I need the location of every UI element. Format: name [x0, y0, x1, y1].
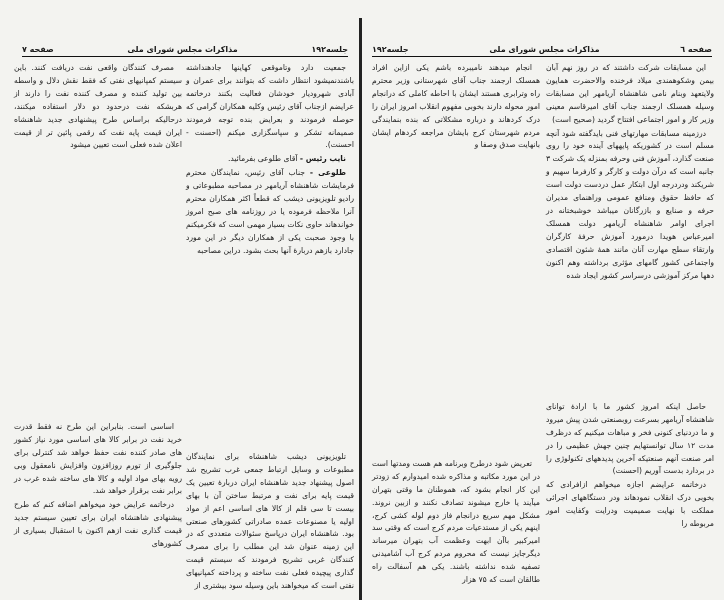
column-top — [14, 62, 182, 153]
paragraph: این مسابقات شرکت داشتند که در روز نهم آبان بیمن وشکوهمندی میلاد فرخنده والاحضرت همایون ولایتعهد وبنام نامی شاهنشاه آریامهر این مسابقات وسیله همسلک ارجمند جناب آقای امیرقاسم معینی وزیر کار و امور اجتماعی افتتاح گردید (صحیح است) — [546, 63, 714, 124]
paragraph: مصرف کنندگان واقعی نفت دریافت کنند. باین سیستم کمپانیهای نفتی که فقط نقش دلال و واسطه بین تولید کننده و مصرف کننده نفت را دارند از هربشکه نفت درحدود دو دلار استفاده میکنند، درحالیکه براساس طرح پیشنهادی جدید شاهنشاه ایران قیمت پایه نفت که رقمی پائین تر از قیمت اعلان شده فعلی است تعیین میشود — [14, 63, 182, 150]
text-column — [14, 62, 182, 552]
session-number: جلسه۱۹۲ — [311, 45, 348, 54]
page-number: صفحه ٦ — [680, 45, 712, 54]
paragraph: درخاتمه عرایضم اجازه میخواهم ازافرادی که بخوبی درک انقلاب نمودهاند ودر دستگاههای اجرائی مملکت با نهایت صمیمیت ودرایت وکفایت امور مربوطه را — [546, 480, 714, 529]
column-top — [546, 62, 714, 283]
left-page — [0, 0, 360, 600]
page-header — [372, 38, 712, 57]
publication-title: مذاکرات مجلس شورای ملی — [127, 45, 238, 54]
text-column — [372, 62, 540, 588]
text-column — [186, 62, 354, 594]
publication-title: مذاکرات مجلس شورای ملی — [489, 45, 600, 54]
speech-text: آقای طلوعی بفرمائید. — [227, 154, 300, 164]
paragraph: تلویزیونی دیشب شاهنشاه برای نمایندگان مطبوعات و وسایل ارتباط جمعی غرب تشریح شد اصول پیشنهاد جدید شاهنشاه ایران دربارهٔ تعیین یک قیمت پایه برای نفت و مرتبط ساختن آن با بهای بیست تا سی قلم از کالا های اساسی اعم از مواد اولیه یا مصنوعات عمده صادراتی کشورهای صنعتی بود. شاهنشاه ایران درپاسخ سئوالات متعددی که در این زمینه عنوان شد این مطلب را برای مصرف کنندگان غربی تشریح فرمودند که سیستم قیمت گذاری پیچیده فعلی نفت ساخته و پرداخته کمپانیهای نفتی است که میخواهند باین وسیله سود بیشتری از — [186, 452, 354, 591]
speaker-paragraph — [186, 167, 354, 257]
right-page — [364, 0, 724, 600]
speaker-name: نایب رئیس - — [299, 154, 346, 164]
paragraph: حاصل اینکه امروز کشور ما با ارادهٔ توانای شاهنشاه آریامهر بسرعت روبصنعتی شدن پیش میرود و ما دردنیای کنونی فخر و مباهات میکنیم که درظرف مدت ۱۲ سال توانستهایم چنین جهش عظیمی را در امر صنعت آنهم صنعتیکه آخرین پدیدههای تکنولوژی را در بردارد بدست آوریم (احسنت) — [546, 401, 714, 476]
column-top — [372, 62, 540, 153]
column-bottom — [372, 458, 540, 588]
paragraph: تعریض شود درطرح وبرنامه هم هست ومدتها است در این مورد مکاتبه و مذاکره شده امیدوارم که زودتر این کار انجام بشود که، هموطنان ما وقتی بتهران میآیند یا خارج میشوند تصادف نکنند و ازبین نروند. مشکل مهم سریع درانجام فاز دوم لوله کشی کرج، اینهم یکی از مستدعیات مردم کرج است که وقتی سد امیرکبیر باآن ابهت وعظمت آب بتهران میرساند دیگرجایز نیست که محروم مردم کرج آب آشامیدنی تصفیه شده نداشته باشند. یکی هم آسفالت راه طالقان است که ۷۵ هزار — [372, 458, 540, 585]
paragraph: جمعیت دارد وتاموقعی کهاینها جادهنداشته باشندنمیشود انتظار داشت که بتوانند برای عمران و آبادی شهرودیار خودشان فعالیت بکنند درخاتمه عرایضم ازجناب آقای رئیس وکلیه همکاران گرامی که حوصله فرمودند و بعرایض بنده توجه فرمودند صمیمانه تشکر و سپاسگزاری میکنم (احسنت - احسنت). — [186, 63, 354, 150]
paragraph: درخاتمه عرایض خود میخواهم اضافه کنم که طرح پیشنهادی شاهنشاه ایران برای تعیین سیستم جدید قیمت گذاری نفت ازهم اکنون با استقبال بسیاری از کشورهای — [14, 500, 182, 549]
page-number: صفحه ۷ — [22, 45, 54, 54]
page-header — [22, 38, 348, 57]
session-number: جلسه۱۹۲ — [372, 45, 409, 54]
speech-text: جناب آقای رئیس، نمایندگان محترم فرمایشات شاهنشاه آریامهر در مصاحبه مطبوعاتی و رادیو تلویزیونی دیشب که قطعاً اکثر همکاران محترم آنرا ملاحظه فرموده یا در روزنامه های صبح امروز خواندهاند حاوی نکات بسیار مهمی است که فکرمیکنم با وجود صحبت یکی از همکاران دیگر در این مورد جادارد بازهم دربارهٔ آنها بحث بشود. دراین مصاحبه — [186, 168, 354, 255]
paragraph: انجام میدهند نامیبرده باشم یکی ازاین افراد همسلک ارجمند جناب آقای شهرستانی وزیر محترم راه وترابری هستند ایشان با احاطه کاملی که درانجام امور محوله دارند بخوبی مفهوم انقلاب امروز ایران را درک کردهاند و درباره مشکلاتی که بنده بنمایندگی مردم شهرستان کرج بایشان مراجعه کردهام ایشان بانهایت صدق وصفا و — [372, 63, 540, 150]
text-column — [546, 62, 714, 532]
column-bottom — [546, 401, 714, 532]
speaker-paragraph — [186, 153, 354, 166]
column-top — [186, 62, 354, 259]
paragraph: اساسی است. بنابراین این طرح نه فقط قدرت خرید نفت در برابر کالا های اساسی مورد نیاز کشور های صادر کننده نفت حفظ خواهد شد کنترلی برای جلوگیری از تورم روزافزون وافزایش نامعقول وبی رویه بهای مواد اولیه و کالا های ساخته شده غرب در برابر نفت برقرار خواهد شد. — [14, 421, 182, 496]
speaker-name: طلوعی - — [309, 168, 346, 178]
column-bottom — [186, 451, 354, 594]
paragraph: درزمینه مسابقات مهارتهای فنی بایدگفته شود آنچه مسلم است در کشوریکه پایههای آینده خود را روی صنعت گذارد، آموزش فنی وحرفه بمنزله یک شرکت ۳ جانبه است که درآن دولت و کارگر و کارفرما سهیم و شریکند ودردرجه اول ابتکار عمل دردست دولت است که حافظ حقوق ومنافع عمومی وراهنمای مدیران حرفه و صنایع و بازرگانان میباشد خوشبختانه در اجرای اوامر شاهنشاه آریامهر دولت همسلک امیرعباس هویدا درمورد آموزش حرفهٔ کارگران وارتقاء سطح مهارت آنان مانند همهٔ شئون اقتصادی واجتماعی کشور گامهای مؤثری برداشته وهم اکنون دهها مرکز آموزشی درسراسر کشور ایجاد شده — [546, 128, 714, 280]
column-bottom — [14, 421, 182, 552]
